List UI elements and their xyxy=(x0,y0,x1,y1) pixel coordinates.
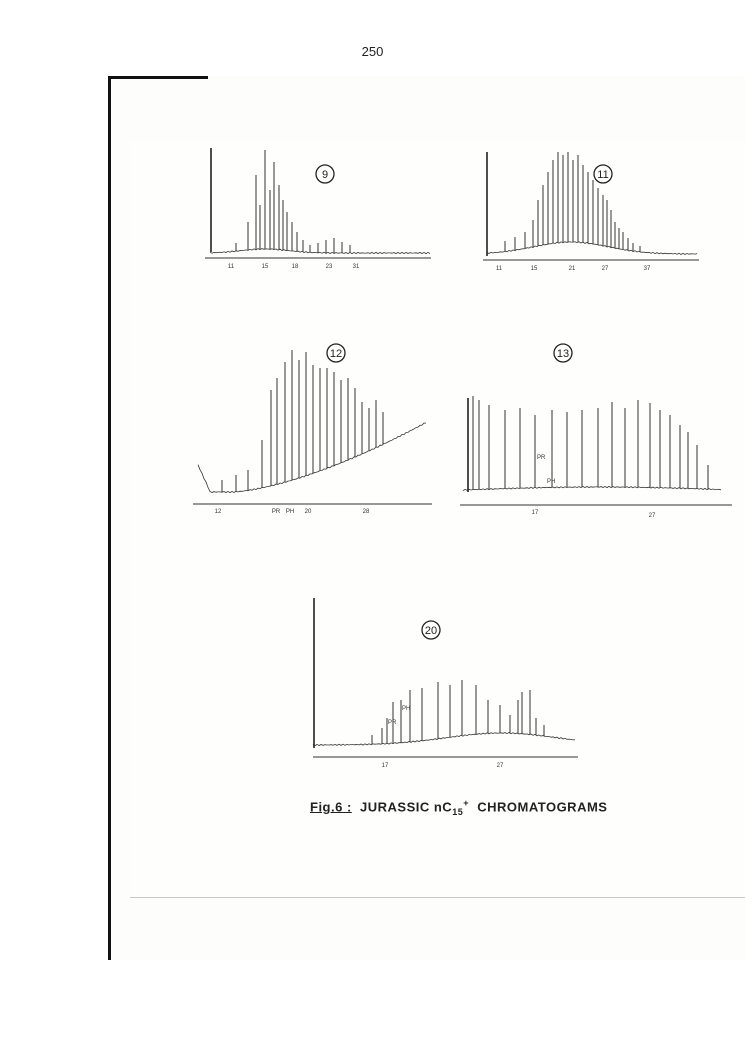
chromatogram-panel-12 xyxy=(193,344,432,515)
axis-tick-label: 23 xyxy=(325,264,333,270)
axis-tick-label: 31 xyxy=(352,264,360,270)
chromatogram-trace xyxy=(198,423,426,493)
figure-label: Fig.6 : xyxy=(310,799,352,815)
chromatogram-trace xyxy=(210,249,430,254)
page-number: 250 xyxy=(361,44,384,59)
axis-tick-label: 20 xyxy=(304,509,312,515)
peak-group xyxy=(222,350,383,492)
axis-tick-label: PR xyxy=(271,509,281,515)
axis-tick-label: 11 xyxy=(227,264,235,270)
axis-tick-label: PH xyxy=(285,509,295,515)
axis-tick-label: 27 xyxy=(496,763,504,769)
caption-text: JURASSIC nC xyxy=(360,799,453,815)
panel-number: 11 xyxy=(597,169,609,181)
panel-number: 20 xyxy=(424,625,438,637)
axis-tick-label: 15 xyxy=(530,266,538,272)
peak-group xyxy=(487,152,640,256)
panel-number: 13 xyxy=(556,348,570,360)
caption-superscript: + xyxy=(463,798,469,808)
figure-caption xyxy=(310,798,607,817)
chromatogram-panel-13 xyxy=(460,344,732,519)
caption-text-end: CHROMATOGRAMS xyxy=(477,799,608,815)
axis-tick-label: 15 xyxy=(261,264,269,270)
axis-tick-label: 21 xyxy=(568,266,576,272)
chromatogram-panel-9 xyxy=(205,148,431,270)
peak-tag: PH xyxy=(547,479,556,485)
axis-tick-label: 37 xyxy=(643,266,651,272)
panel-number: 12 xyxy=(329,348,343,360)
panel-number: 9 xyxy=(321,169,329,181)
peak-group xyxy=(468,396,708,492)
axis-tick-label: 12 xyxy=(214,509,222,515)
peak-tag: PR xyxy=(537,455,546,461)
peak-tag: PR xyxy=(388,720,397,726)
peak-group xyxy=(314,598,544,748)
chromatogram-trace xyxy=(463,486,721,490)
axis-tick-label: 18 xyxy=(291,264,299,270)
peak-tag: PH xyxy=(402,706,411,712)
axis-tick-label: 27 xyxy=(648,513,656,519)
chromatogram-trace xyxy=(487,242,697,255)
axis-tick-label: 28 xyxy=(362,509,370,515)
chromatogram-panel-11 xyxy=(483,152,699,272)
axis-tick-label: 17 xyxy=(531,510,539,516)
axis-tick-label: 27 xyxy=(601,266,609,272)
axis-tick-label: 11 xyxy=(495,266,503,272)
chromatogram-panel-20 xyxy=(313,598,578,769)
caption-subscript: 15 xyxy=(452,806,464,817)
axis-tick-label: 17 xyxy=(381,763,389,769)
peak-group xyxy=(211,148,350,253)
